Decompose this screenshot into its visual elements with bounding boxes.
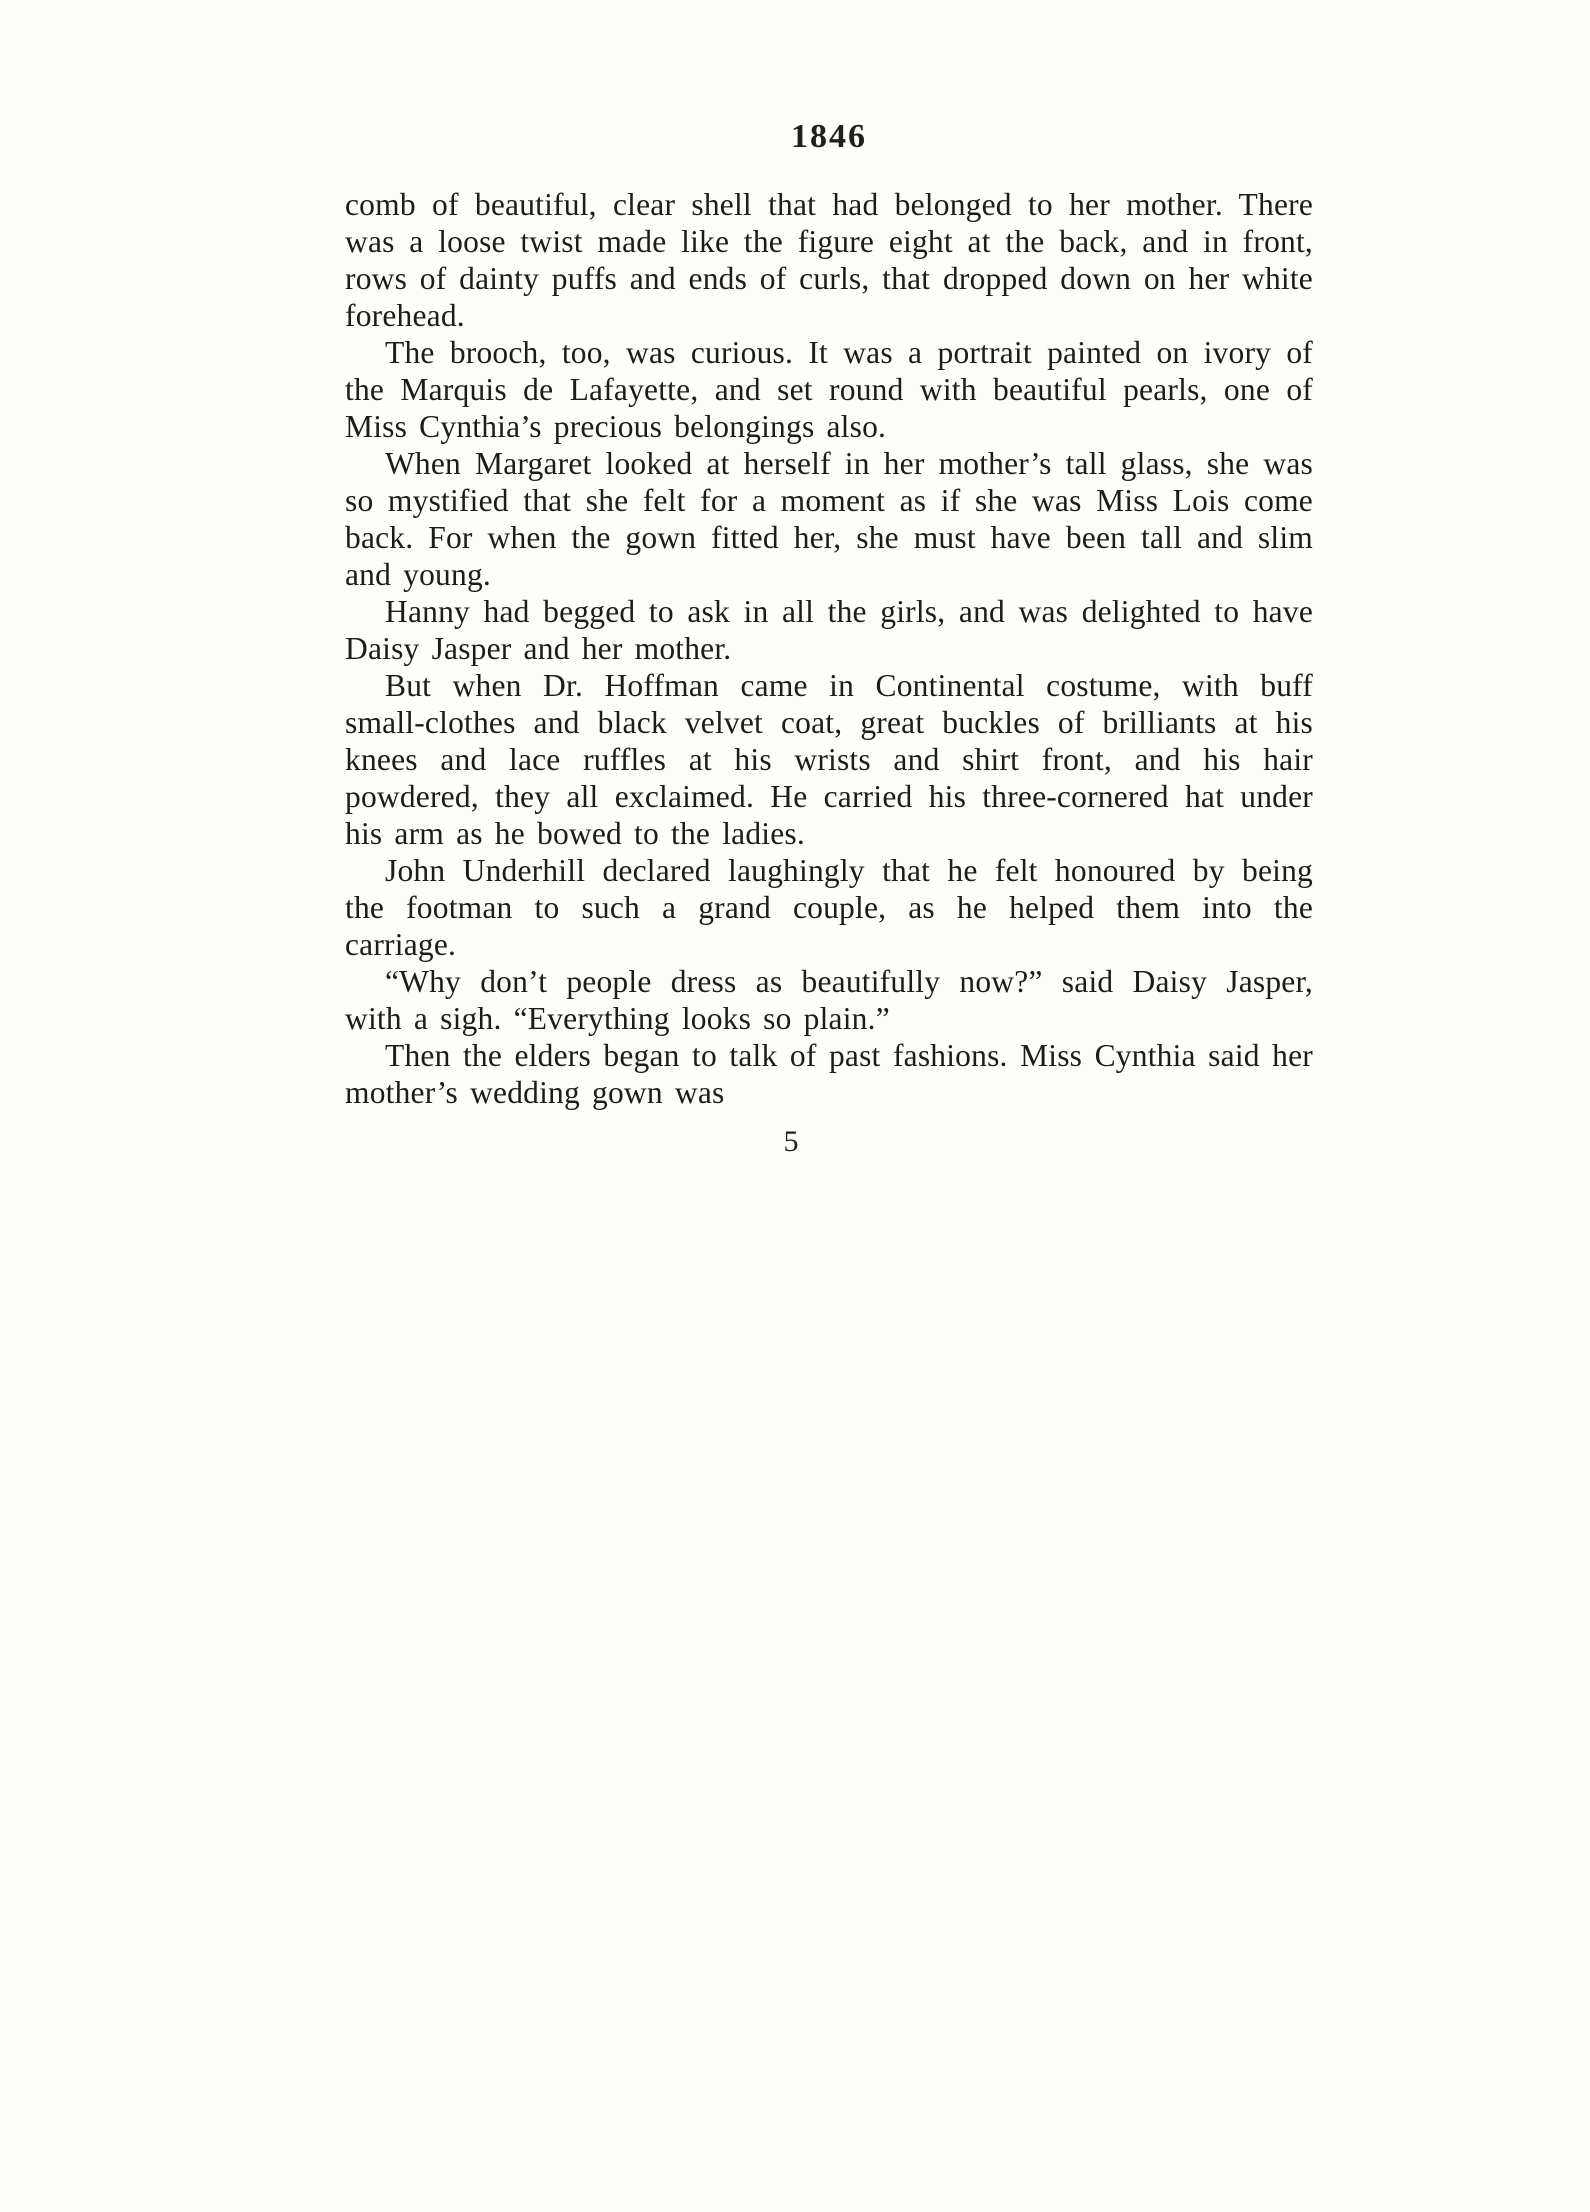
book-page	[345, 118, 1313, 1159]
text-block	[345, 186, 1313, 1111]
paragraph: When Margaret looked at herself in her mother’s tall glass, she was so mystified that she felt for a moment as if she was Miss Lois come back. For when the gown fitted her, she must have been tall and slim and young.	[345, 446, 1313, 592]
paragraph: comb of beautiful, clear shell that had belonged to her mother. There was a loose twist made like the figure eight at the back, and in front, rows of dainty puffs and ends of curls, that dropped down on her white forehead.	[345, 187, 1313, 333]
paragraph: The brooch, too, was curious. It was a portrait painted on ivory of the Marquis de Lafayette, and set round with beautiful pearls, one of Miss Cynthia’s precious belongings also.	[345, 335, 1313, 444]
paragraph: “Why don’t people dress as beautifully now?” said Daisy Jasper, with a sigh. “Everything looks so plain.”	[345, 964, 1313, 1036]
paragraph: But when Dr. Hoffman came in Continental costume, with buff small-clothes and black velvet coat, great buckles of brilliants at his knees and lace ruffles at his wrists and shirt front, and his hair powdered, they all exclaimed. He carried his three-cornered hat under his arm as he bowed to the ladies.	[345, 668, 1313, 851]
paragraph: John Underhill declared laughingly that he felt honoured by being the footman to such a grand couple, as he helped them into the carriage.	[345, 853, 1313, 962]
paragraph: Hanny had begged to ask in all the girls, and was delighted to have Daisy Jasper and her mother.	[345, 594, 1313, 666]
paragraph: Then the elders began to talk of past fashions. Miss Cynthia said her mother’s wedding gown was	[345, 1038, 1313, 1110]
page-header-year: 1846	[791, 118, 867, 155]
page-number: 5	[783, 1125, 799, 1158]
